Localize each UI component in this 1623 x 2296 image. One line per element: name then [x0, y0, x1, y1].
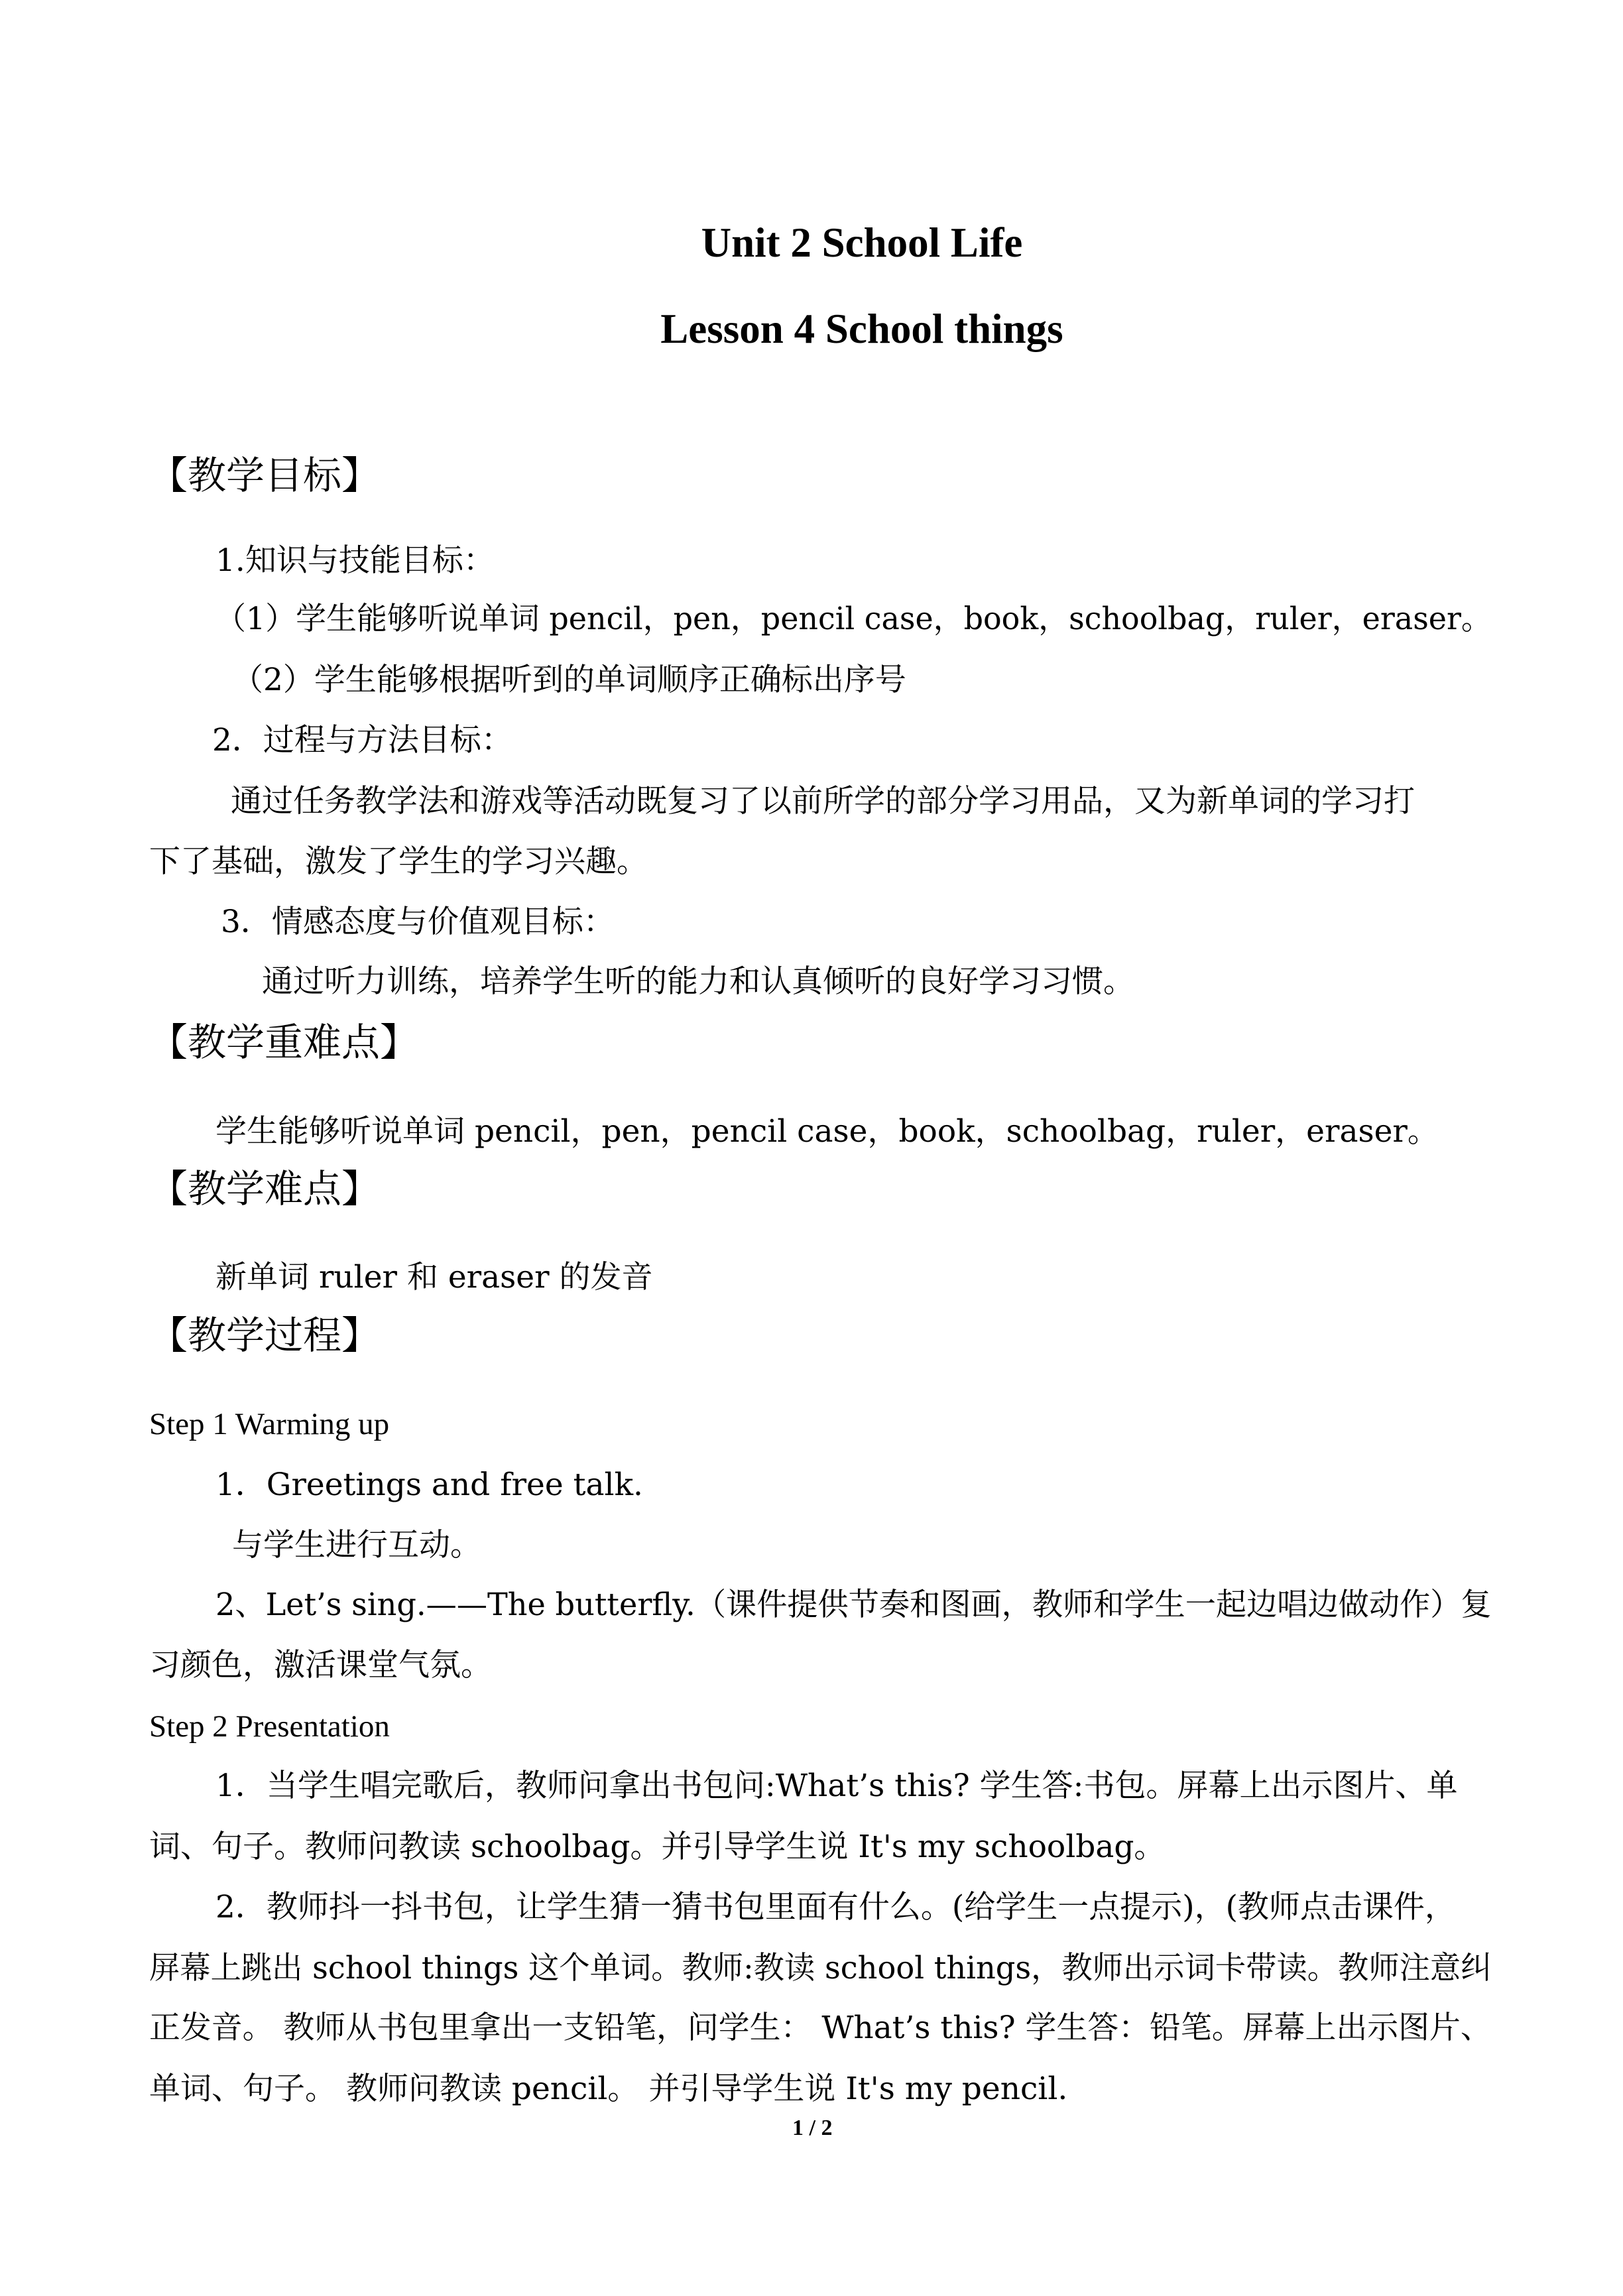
step-heading: Step 1 Warming up [149, 1407, 390, 1441]
objectives-line: 通过任务教学法和游戏等活动既复习了以前所学的部分学习用品，又为新单词的学习打 [231, 783, 1415, 819]
process-line: 词、句子。教师问教读 schoolbag。并引导学生说 It's my schoolbag。 [149, 1829, 1166, 1865]
process-line: 习颜色，激活课堂气氛。 [149, 1647, 492, 1683]
process-line: 屏幕上跳出 school things 这个单词。教师:教读 school things，教师出示词卡带读。教师注意纠 [149, 1950, 1492, 1986]
process-line: 2、Let’s sing.——The butterfly.（课件提供节奏和图画，教师和学生一起边唱边做动作）复 [215, 1587, 1492, 1623]
process-line: 1．Greetings and free talk. [215, 1467, 643, 1503]
lesson-title: Lesson 4 School things [660, 306, 1063, 352]
process-line: 与学生进行互动。 [232, 1527, 481, 1563]
process-line: 正发音。 教师从书包里拿出一支铅笔，问学生： What’s this? 学生答：铅笔。屏幕上出示图片、 [149, 2010, 1492, 2046]
page-number: 1 / 2 [792, 2116, 833, 2140]
section-heading-objectives: 【教学目标】 [149, 453, 381, 498]
unit-title: Unit 2 School Life [701, 219, 1023, 266]
section-heading-difficulties: 【教学难点】 [149, 1166, 381, 1211]
process-line: 单词、句子。 教师问教读 pencil。 并引导学生说 It's my pencil. [149, 2071, 1068, 2107]
section-heading-process: 【教学过程】 [149, 1313, 381, 1358]
step-heading: Step 2 Presentation [149, 1709, 390, 1744]
keypoints-line: 学生能够听说单词 pencil，pen，pencil case，book，schoolbag，ruler，eraser。 [215, 1113, 1439, 1150]
objectives-line: 下了基础，激发了学生的学习兴趣。 [149, 843, 648, 880]
process-line: 1．当学生唱完歌后，教师问拿出书包问:What’s this? 学生答:书包。屏幕上出示图片、单 [215, 1768, 1458, 1804]
section-heading-keypoints: 【教学重难点】 [149, 1020, 419, 1065]
process-line: 2．教师抖一抖书包，让学生猜一猜书包里面有什么。(给学生一点提示)，(教师点击课件， [215, 1889, 1456, 1925]
objectives-line: 3．情感态度与价值观目标： [221, 904, 615, 940]
objectives-line: （1）学生能够听说单词 pencil，pen，pencil case，book，schoolbag，ruler，eraser。 [215, 601, 1492, 637]
objectives-line: 2．过程与方法目标： [212, 722, 512, 758]
objectives-line: （2）学生能够根据听到的单词顺序正确标出序号 [232, 662, 906, 698]
objectives-line: 1.知识与技能目标： [215, 542, 495, 579]
difficulties-line: 新单词 ruler 和 eraser 的发音 [215, 1259, 653, 1296]
objectives-line: 通过听力训练，培养学生听的能力和认真倾听的良好学习习惯。 [262, 963, 1134, 1000]
